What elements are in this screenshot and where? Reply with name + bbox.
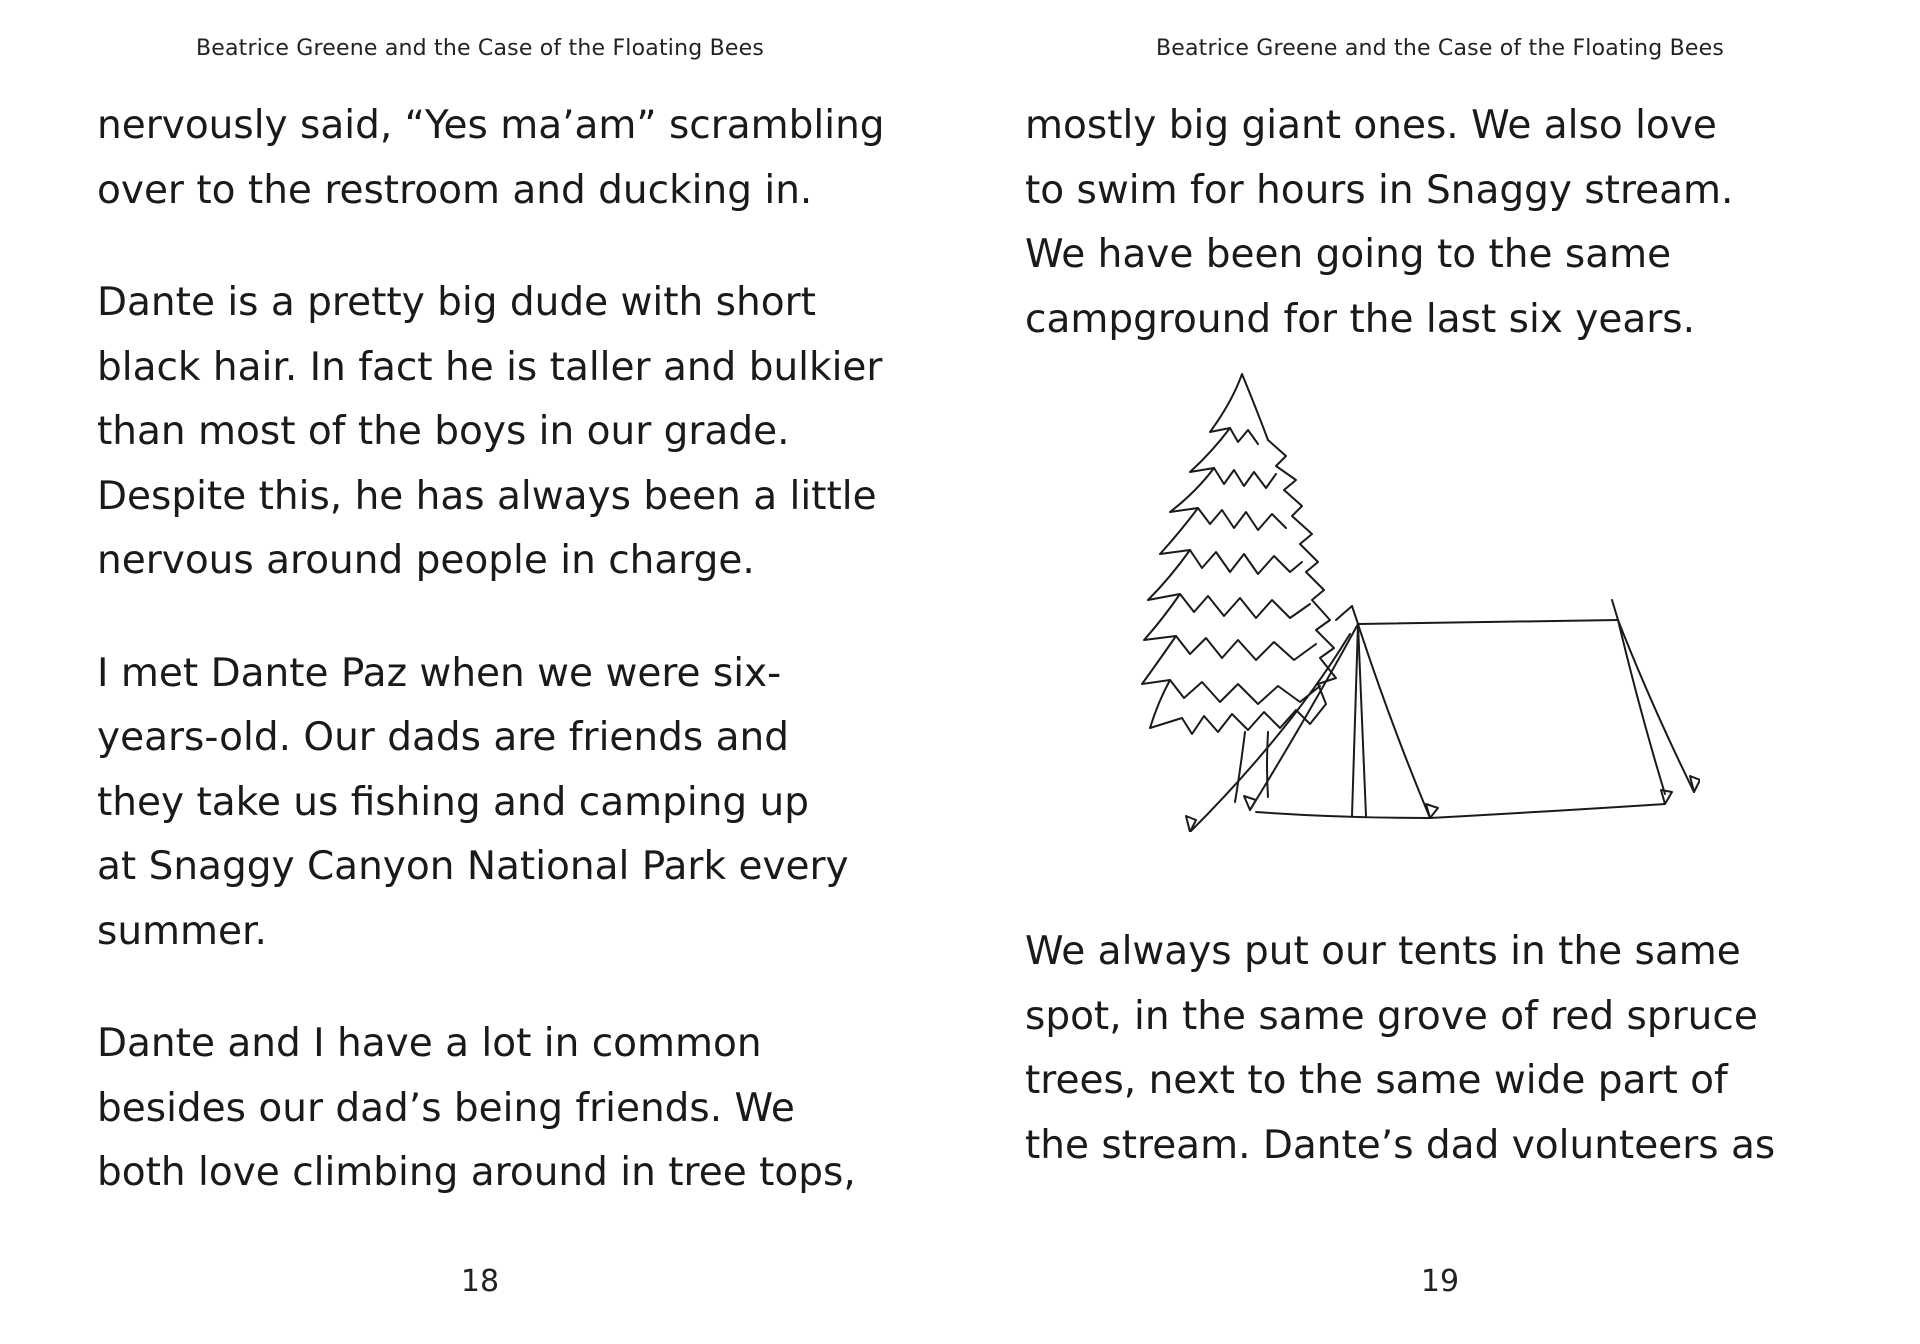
text-line: over to the restroom and ducking in.	[97, 167, 813, 213]
body-text	[97, 94, 897, 1206]
text-line: Despite this, he has always been a little	[97, 473, 877, 519]
text-line: We have been going to the same	[1025, 232, 1672, 277]
text-line: besides our dad’s being friends. We	[97, 1085, 795, 1131]
paragraph	[97, 271, 897, 594]
text-line: Dante and I have a lot in common	[97, 1021, 762, 1066]
body-text-bottom	[1025, 920, 1825, 1178]
text-line: mostly big giant ones. We also love	[1025, 103, 1717, 148]
text-line: black hair. In fact he is taller and bulkier	[97, 344, 883, 390]
text-line: the stream. Dante’s dad volunteers as	[1025, 1122, 1776, 1168]
text-line: than most of the boys in our grade.	[97, 409, 790, 454]
paragraph	[97, 1012, 897, 1206]
text-line: nervously said, “Yes ma’am” scrambling	[97, 103, 885, 148]
right-page	[960, 0, 1920, 1344]
text-line: summer.	[97, 908, 267, 954]
text-line: spot, in the same grove of red spruce	[1025, 993, 1758, 1039]
paragraph	[97, 642, 897, 965]
text-line: campground for the last six years.	[1025, 296, 1695, 342]
text-line: they take us fishing and camping up	[97, 779, 810, 825]
text-line: trees, next to the same wide part of	[1025, 1058, 1728, 1103]
text-line: I met Dante Paz when we were six-	[97, 650, 782, 696]
tent-icon	[1186, 600, 1700, 832]
text-line: We always put our tents in the same	[1025, 929, 1741, 974]
text-line: Dante is a pretty big dude with short	[97, 280, 816, 325]
paragraph	[1025, 920, 1825, 1178]
page-number: 19	[1420, 1264, 1460, 1299]
campsite-illustration	[1140, 372, 1700, 832]
text-line: to swim for hours in Snaggy stream.	[1025, 167, 1734, 213]
body-text-top	[1025, 94, 1825, 352]
text-line: nervous around people in charge.	[97, 538, 755, 583]
spruce-tree-icon	[1142, 374, 1336, 802]
paragraph	[97, 94, 897, 223]
text-line: years-old. Our dads are friends and	[97, 715, 789, 760]
paragraph	[1025, 94, 1825, 352]
text-line: at Snaggy Canyon National Park every	[97, 844, 849, 889]
running-head: Beatrice Greene and the Case of the Floating Bees	[195, 36, 765, 61]
page-number: 18	[460, 1264, 500, 1299]
running-head: Beatrice Greene and the Case of the Floating Bees	[1155, 36, 1725, 61]
text-line: both love climbing around in tree tops,	[97, 1150, 856, 1195]
